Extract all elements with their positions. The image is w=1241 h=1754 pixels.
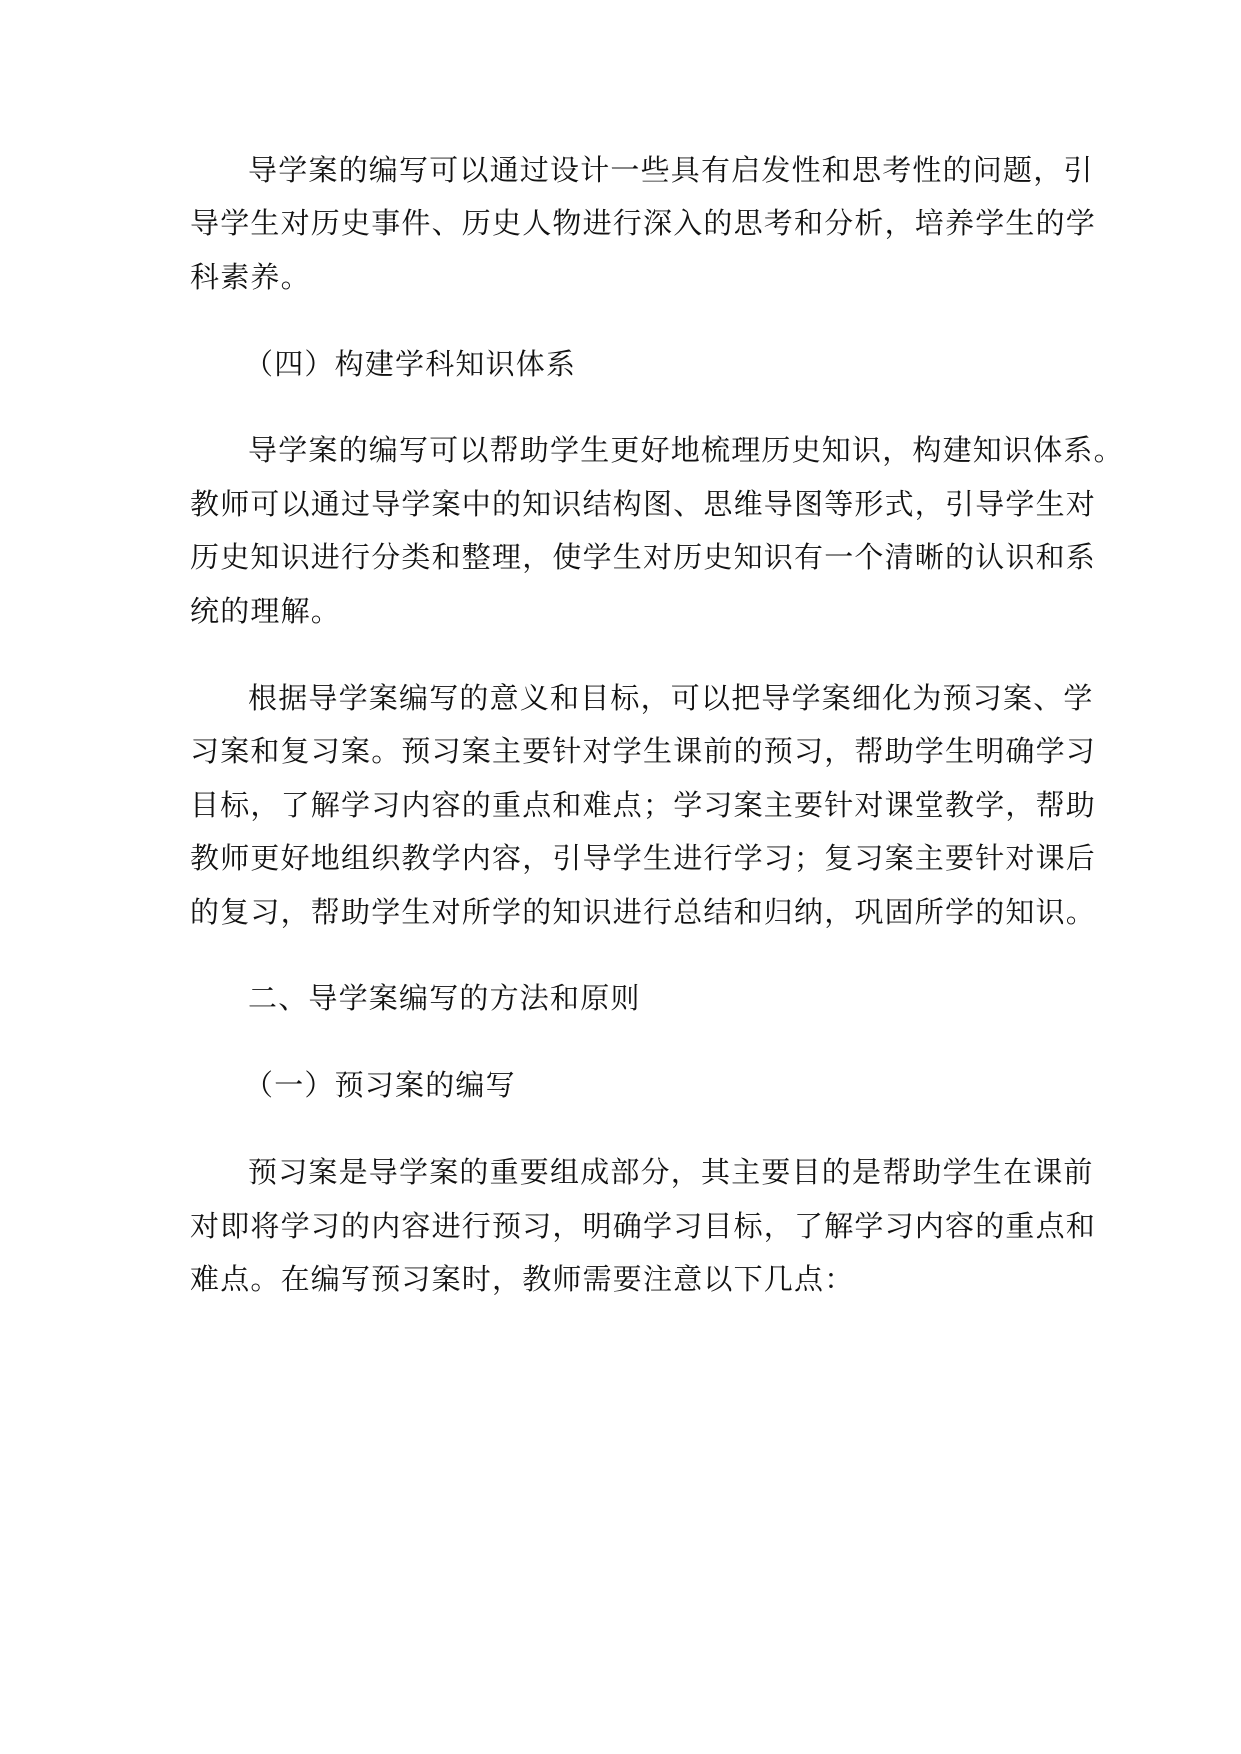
subsection-one-heading: （一）预习案的编写 bbox=[244, 1068, 516, 1102]
paragraph-3-line-1: 根据导学案编写的意义和目标，可以把导学案细化为预习案、学 bbox=[248, 681, 1094, 715]
paragraph-2-line-1: 导学案的编写可以帮助学生更好地梳理历史知识，构建知识体系。 bbox=[248, 433, 1124, 467]
paragraph-3-line-5: 的复习，帮助学生对所学的知识进行总结和归纳，巩固所学的知识。 bbox=[190, 895, 1097, 929]
paragraph-1-line-2: 导学生对历史事件、历史人物进行深入的思考和分析，培养学生的学 bbox=[190, 206, 1097, 240]
paragraph-3-line-3: 目标，了解学习内容的重点和难点；学习案主要针对课堂教学，帮助 bbox=[190, 788, 1097, 822]
section-two-heading: 二、导学案编写的方法和原则 bbox=[248, 981, 641, 1015]
paragraph-2-line-3: 历史知识进行分类和整理，使学生对历史知识有一个清晰的认识和系 bbox=[190, 540, 1097, 574]
paragraph-4-line-2: 对即将学习的内容进行预习，明确学习目标，了解学习内容的重点和 bbox=[190, 1209, 1097, 1243]
paragraph-1-line-3: 科素养。 bbox=[190, 260, 311, 294]
paragraph-4-line-1: 预习案是导学案的重要组成部分，其主要目的是帮助学生在课前 bbox=[248, 1155, 1094, 1189]
paragraph-3-line-2: 习案和复习案。预习案主要针对学生课前的预习，帮助学生明确学习 bbox=[190, 734, 1097, 768]
heading-four-build-knowledge-system: （四）构建学科知识体系 bbox=[244, 347, 577, 381]
paragraph-1-line-1: 导学案的编写可以通过设计一些具有启发性和思考性的问题，引 bbox=[248, 153, 1094, 187]
paragraph-2-line-4: 统的理解。 bbox=[190, 594, 342, 628]
paragraph-2-line-2: 教师可以通过导学案中的知识结构图、思维导图等形式，引导学生对 bbox=[190, 487, 1097, 521]
paragraph-4-line-3: 难点。在编写预习案时，教师需要注意以下几点： bbox=[190, 1262, 855, 1296]
paragraph-3-line-4: 教师更好地组织教学内容，引导学生进行学习；复习案主要针对课后 bbox=[190, 841, 1097, 875]
